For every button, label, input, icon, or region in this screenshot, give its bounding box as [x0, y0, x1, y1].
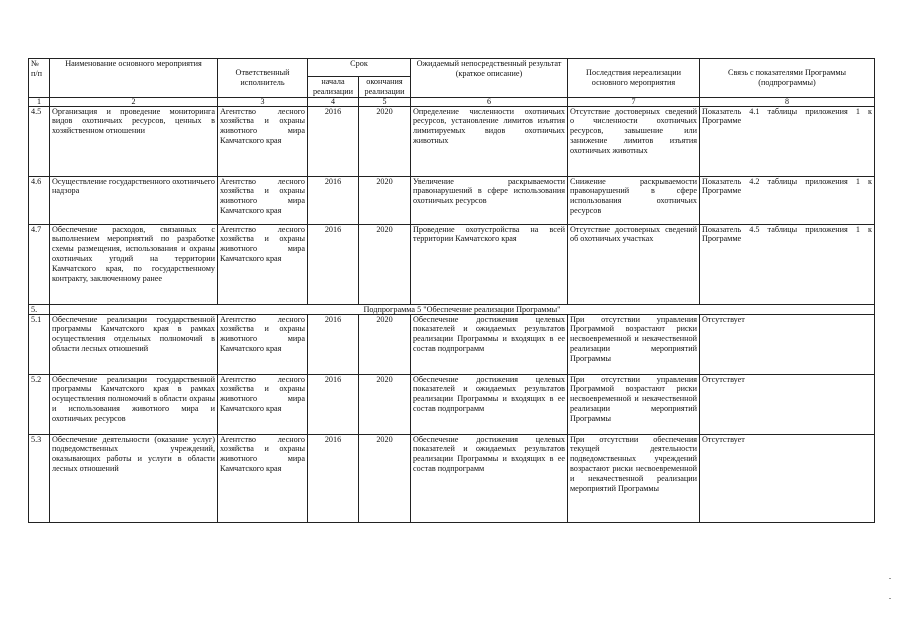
row-end: 2020: [359, 176, 411, 224]
row-consequences: Снижение раскрываемости правонарушений в сфере использования охотничьих ресурсов: [568, 176, 700, 224]
header-consequences: Последствия нереализации основного мероприятия: [568, 59, 700, 98]
row-executor: Агентство лесного хозяйства и охраны животного мира Камчатского края: [218, 106, 308, 176]
table-row: [29, 224, 875, 304]
row-executor: Агентство лесного хозяйства и охраны животного мира Камчатского края: [218, 224, 308, 304]
row-end: 2020: [359, 434, 411, 522]
scan-speck: [889, 598, 891, 599]
row-start: 2016: [308, 176, 359, 224]
row-link: Отсутствует: [700, 374, 875, 434]
scan-speck: [889, 578, 891, 579]
header-executor: Ответственный исполнитель: [218, 59, 308, 98]
row-link: Отсутствует: [700, 434, 875, 522]
table-row: [29, 374, 875, 434]
row-executor: Агентство лесного хозяйства и охраны животного мира Камчатского края: [218, 176, 308, 224]
row-link: Показатель 4.1 таблицы приложения 1 к Программе: [700, 106, 875, 176]
table-row: [29, 106, 875, 176]
program-activities-table: [28, 58, 875, 523]
subprogram-title: Подпрограмма 5 "Обеспечение реализации Программы": [50, 304, 875, 314]
row-expected: Определение численности охотничьих ресурсов, установление лимитов изъятия лимитируемых видов охотничьих животных: [411, 106, 568, 176]
row-consequences: Отсутствие достоверных сведений об охотничьих участках: [568, 224, 700, 304]
column-number: 4: [308, 97, 359, 106]
row-expected: Проведение охотустройства на всей территории Камчатского края: [411, 224, 568, 304]
header-term: Срок: [308, 59, 411, 77]
row-num: 4.7: [29, 224, 50, 304]
header-link: Связь с показателями Программы (подпрограммы): [700, 59, 875, 98]
row-executor: Агентство лесного хозяйства и охраны животного мира Камчатского края: [218, 374, 308, 434]
column-number: 5: [359, 97, 411, 106]
row-consequences: При отсутствии обеспечения текущей деятельности подведомственных учреждений возрастают риски несвоевременной и некачественной реализации мероприятий Программы: [568, 434, 700, 522]
row-consequences: Отсутствие достоверных сведений о численности охотничьих ресурсов, завышение или занижение лимитов изъятия охотничьих животных: [568, 106, 700, 176]
column-number: 7: [568, 97, 700, 106]
row-name: Организация и проведение мониторинга видов охотничьих ресурсов, ценных в хозяйственном отношении: [50, 106, 218, 176]
row-start: 2016: [308, 434, 359, 522]
row-link: Отсутствует: [700, 314, 875, 374]
column-numbers-row: [29, 97, 875, 106]
row-name: Обеспечение реализации государственной программы Камчатского края в рамках осуществления полномочий в области охраны и использования животного мира и охотничьих ресурсов: [50, 374, 218, 434]
table-row: [29, 434, 875, 522]
column-number: 8: [700, 97, 875, 106]
row-name: Обеспечение деятельности (оказание услуг) подведомственных учреждений, оказывающих работы и услуги в области лесных отношений: [50, 434, 218, 522]
table-row: [29, 176, 875, 224]
header-start: начала реализации: [308, 77, 359, 98]
row-consequences: При отсутствии управления Программой возрастают риски несвоевременной и некачественной реализации мероприятий Программы: [568, 314, 700, 374]
row-end: 2020: [359, 224, 411, 304]
column-number: 1: [29, 97, 50, 106]
row-expected: Увеличение раскрываемости правонарушений в сфере использования охотничьих ресурсов: [411, 176, 568, 224]
header-end: окончания реализации: [359, 77, 411, 98]
column-number: 2: [50, 97, 218, 106]
row-end: 2020: [359, 106, 411, 176]
header-name: Наименование основного мероприятия: [50, 59, 218, 98]
row-num: 5.1: [29, 314, 50, 374]
row-name: Осуществление государственного охотничьего надзора: [50, 176, 218, 224]
row-start: 2016: [308, 106, 359, 176]
row-expected: Обеспечение достижения целевых показателей и ожидаемых результатов реализации Программы и входящих в ее состав подпрограмм: [411, 314, 568, 374]
header-expected: Ожидаемый непосредственный результат (краткое описание): [411, 59, 568, 98]
row-num: 4.6: [29, 176, 50, 224]
column-number: 3: [218, 97, 308, 106]
row-expected: Обеспечение достижения целевых показателей и ожидаемых результатов реализации Программы и входящих в ее состав подпрограмм: [411, 374, 568, 434]
row-expected: Обеспечение достижения целевых показателей и ожидаемых результатов реализации Программы и входящих в ее состав подпрограмм: [411, 434, 568, 522]
row-link: Показатель 4.2 таблицы приложения 1 к Программе: [700, 176, 875, 224]
header-num: № п/п: [29, 59, 50, 98]
column-number: 6: [411, 97, 568, 106]
row-start: 2016: [308, 314, 359, 374]
row-num: 5.3: [29, 434, 50, 522]
row-end: 2020: [359, 314, 411, 374]
subprogram-row: [29, 304, 875, 314]
table-row: [29, 314, 875, 374]
row-executor: Агентство лесного хозяйства и охраны животного мира Камчатского края: [218, 434, 308, 522]
program-activities-table-page: [28, 58, 875, 523]
row-num: 5.2: [29, 374, 50, 434]
row-name: Обеспечение реализации государственной программы Камчатского края в рамках осуществления отдельных полномочий в области лесных отношений: [50, 314, 218, 374]
row-start: 2016: [308, 224, 359, 304]
row-num: 4.5: [29, 106, 50, 176]
row-executor: Агентство лесного хозяйства и охраны животного мира Камчатского края: [218, 314, 308, 374]
row-link: Показатель 4.5 таблицы приложения 1 к Программе: [700, 224, 875, 304]
subprogram-num: 5.: [29, 304, 50, 314]
row-start: 2016: [308, 374, 359, 434]
row-consequences: При отсутствии управления Программой возрастают риски несвоевременной и некачественной реализации мероприятий Программы: [568, 374, 700, 434]
row-name: Обеспечение расходов, связанных с выполнением мероприятий по разработке схемы размещения, использования и охраны охотничьих угодий на территории Камчатского края, по государственному контракту, заключенному ранее: [50, 224, 218, 304]
row-end: 2020: [359, 374, 411, 434]
